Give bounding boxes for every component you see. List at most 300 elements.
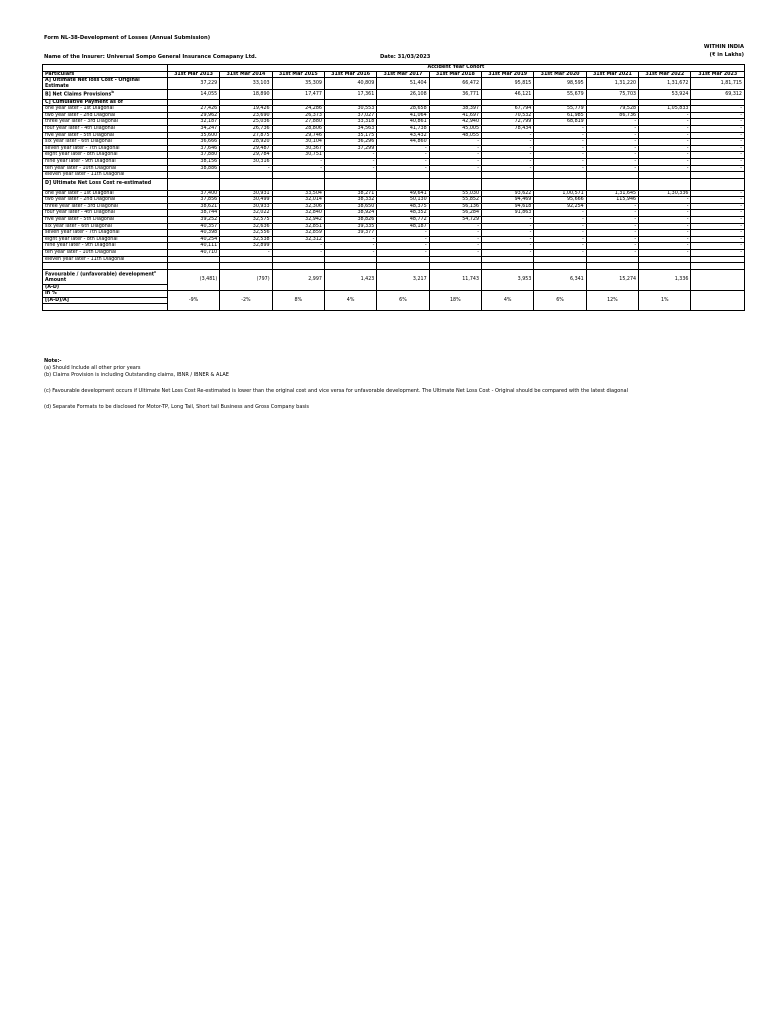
ratio-label: [(A-D)/A] xyxy=(43,297,168,304)
cumulative-payment-value: 23,690 xyxy=(220,112,272,119)
reestimated-value: 30,499 xyxy=(220,197,272,204)
ultimate-original-value: 98,595 xyxy=(534,78,586,90)
blank-cell xyxy=(586,263,638,270)
blank-cell xyxy=(324,178,376,190)
blank-cell xyxy=(377,99,429,106)
year-header: 31st Mar 2023 xyxy=(691,71,745,78)
net-claims-provisions-value: 14,055 xyxy=(167,90,219,99)
diagonal-label: two year later - 2nd Diagonal xyxy=(43,112,168,119)
ultimate-original-value: 35,309 xyxy=(272,78,324,90)
cohort-title: Accident Year Cohort xyxy=(167,65,744,72)
reestimated-value: 32,636 xyxy=(220,223,272,230)
reestimated-value: - xyxy=(429,236,481,243)
reestimated-value: - xyxy=(324,250,376,257)
cumulative-payment-value: - xyxy=(534,139,586,146)
reestimated-value: - xyxy=(482,250,534,257)
cumulative-payment-value: - xyxy=(586,158,638,165)
cumulative-payment-value: - xyxy=(586,119,638,126)
reestimated-value: 38,271 xyxy=(324,190,376,197)
reestimated-value: 32,306 xyxy=(272,203,324,210)
reestimated-value: - xyxy=(639,243,691,250)
diagonal-label: eight year later - 8th Diagonal xyxy=(43,236,168,243)
cumulative-payment-value xyxy=(377,172,429,179)
diagonal-label: five year later - 5th Diagonal xyxy=(43,217,168,224)
cumulative-payment-value: - xyxy=(534,132,586,139)
ultimate-original-value: 1,31,220 xyxy=(586,78,638,90)
reestimated-value: - xyxy=(691,243,745,250)
reestimated-value: - xyxy=(429,250,481,257)
diagonal-label: three year later - 3rd Diagonal xyxy=(43,203,168,210)
pct-value: 18% xyxy=(429,291,481,311)
reestimated-value: - xyxy=(429,230,481,237)
note-d: (d) Separate Formats to be disclosed for Motor-TP, Long Tail, Short tail Business and Gross Company basis xyxy=(44,404,310,410)
cumulative-payment-value: 41,064 xyxy=(377,112,429,119)
cumulative-payment-value: 30,104 xyxy=(272,139,324,146)
cumulative-payment-value: - xyxy=(272,158,324,165)
pct-value: 4% xyxy=(324,291,376,311)
net-claims-provisions-value: 17,361 xyxy=(324,90,376,99)
blank-cell xyxy=(377,263,429,270)
year-header: 31st Mar 2019 xyxy=(482,71,534,78)
ultimate-original-value: 37,229 xyxy=(167,78,219,90)
blank-cell xyxy=(429,263,481,270)
cumulative-payment-value: - xyxy=(482,132,534,139)
reestimated-value: 40,710 xyxy=(167,250,219,257)
cumulative-payment-value: 36,296 xyxy=(324,139,376,146)
year-header: 31st Mar 2021 xyxy=(586,71,638,78)
diagonal-label: eleven year later - 11th Diagonal xyxy=(43,256,168,263)
cumulative-payment-value: - xyxy=(324,165,376,172)
reestimated-value: - xyxy=(586,250,638,257)
blank-cell xyxy=(482,99,534,106)
blank-cell xyxy=(43,304,168,311)
reestimated-value xyxy=(272,256,324,263)
reestimated-value: - xyxy=(691,223,745,230)
blank-cell xyxy=(429,178,481,190)
reestimated-value: 32,851 xyxy=(272,223,324,230)
cumulative-payment-value: - xyxy=(482,152,534,159)
pct-value: 12% xyxy=(586,291,638,311)
cumulative-payment-header-row xyxy=(43,99,745,106)
net-claims-provisions-value: 36,771 xyxy=(429,90,481,99)
reestimated-value: 94,469 xyxy=(482,197,534,204)
cumulative-payment-value: 41,697 xyxy=(429,112,481,119)
reestimated-header-row xyxy=(43,178,745,190)
cumulative-payment-value: 79,528 xyxy=(586,106,638,113)
cumulative-payment-value: - xyxy=(691,132,745,139)
net-claims-provisions-value: 17,477 xyxy=(272,90,324,99)
reestimated-value: - xyxy=(691,250,745,257)
ultimate-original-value: 95,815 xyxy=(482,78,534,90)
cumulative-payment-row xyxy=(43,119,745,126)
reestimated-row xyxy=(43,243,745,250)
cumulative-payment-value xyxy=(272,172,324,179)
blank-cell xyxy=(586,99,638,106)
cumulative-payment-value: - xyxy=(639,152,691,159)
favourable-development-value: 15,274 xyxy=(586,269,638,290)
ultimate-original-value: 66,472 xyxy=(429,78,481,90)
cumulative-payment-value: 27,875 xyxy=(220,132,272,139)
reestimated-value: - xyxy=(691,210,745,217)
reestimated-value: - xyxy=(482,230,534,237)
cumulative-payment-value: - xyxy=(639,132,691,139)
reestimated-value: - xyxy=(272,243,324,250)
cumulative-payment-value: 35,175 xyxy=(324,132,376,139)
cohort-title-row xyxy=(43,65,745,72)
cumulative-payment-value xyxy=(167,172,219,179)
reestimated-value: - xyxy=(377,243,429,250)
reestimated-value: 38,332 xyxy=(324,197,376,204)
diagonal-label: six year later - 6th Diagonal xyxy=(43,139,168,146)
cumulative-payment-value: 33,318 xyxy=(324,119,376,126)
reestimated-value: - xyxy=(691,217,745,224)
reestimated-value: - xyxy=(272,250,324,257)
year-header: 31st Mar 2014 xyxy=(220,71,272,78)
reestimated-value: 1,30,336 xyxy=(639,190,691,197)
reestimated-row xyxy=(43,210,745,217)
cumulative-payment-value: - xyxy=(429,158,481,165)
reestimated-value: - xyxy=(482,243,534,250)
cumulative-payment-value: 29,784 xyxy=(220,152,272,159)
cumulative-payment-value: 30,316 xyxy=(220,158,272,165)
diagonal-label: four year later - 4th Diagonal xyxy=(43,125,168,132)
cumulative-payment-row xyxy=(43,172,745,179)
reestimated-value: - xyxy=(586,203,638,210)
cumulative-payment-value: 38,156 xyxy=(167,158,219,165)
cumulative-payment-value: 26,373 xyxy=(272,112,324,119)
favourable-development-value xyxy=(691,269,745,290)
reestimated-value: 32,859 xyxy=(272,230,324,237)
cumulative-payment-row xyxy=(43,139,745,146)
reestimated-value: - xyxy=(534,250,586,257)
reestimated-row xyxy=(43,250,745,257)
reestimated-value: - xyxy=(429,243,481,250)
cumulative-payment-row xyxy=(43,158,745,165)
blank-cell xyxy=(324,263,376,270)
reestimated-value: 94,618 xyxy=(482,203,534,210)
cumulative-payment-value: 26,736 xyxy=(220,125,272,132)
diagonal-label: eight year later - 8th Diagonal xyxy=(43,152,168,159)
reestimated-value: 48,352 xyxy=(377,210,429,217)
cumulative-payment-value: - xyxy=(691,158,745,165)
reestimated-row xyxy=(43,236,745,243)
blank-cell xyxy=(43,263,168,270)
cumulative-payment-value: - xyxy=(482,145,534,152)
favourable-label-amount: Amount xyxy=(45,278,67,283)
form-title: Form NL-38-Development of Losses (Annual Submission) xyxy=(44,35,211,41)
cumulative-payment-value: 37,646 xyxy=(167,145,219,152)
reestimated-value xyxy=(534,256,586,263)
provisions-label-text: B] Net Claims Provisions xyxy=(45,92,112,98)
reestimated-value: - xyxy=(586,243,638,250)
cumulative-payment-value xyxy=(534,172,586,179)
reestimated-value: - xyxy=(586,223,638,230)
reestimated-row xyxy=(43,197,745,204)
cumulative-payment-value: - xyxy=(377,158,429,165)
reestimated-value xyxy=(167,256,219,263)
reestimated-label: D] Ultimate Net Loss Cost re-estimated xyxy=(43,178,168,190)
reestimated-value: 49,641 xyxy=(377,190,429,197)
blank-cell xyxy=(429,99,481,106)
reestimated-value: 30,931 xyxy=(220,190,272,197)
cumulative-payment-value: - xyxy=(534,152,586,159)
reestimated-value: 55,852 xyxy=(429,197,481,204)
reestimated-value: - xyxy=(586,230,638,237)
notes-title: Note:- xyxy=(44,358,62,364)
reestimated-value: - xyxy=(691,230,745,237)
cumulative-payment-value: 27,426 xyxy=(167,106,219,113)
blank-cell xyxy=(43,65,168,72)
cumulative-payment-value: 29,962 xyxy=(167,112,219,119)
net-claims-provisions-value: 53,924 xyxy=(639,90,691,99)
cumulative-payment-label: C] Cumulative Payment as of xyxy=(43,99,168,106)
reestimated-value: - xyxy=(639,250,691,257)
reestimated-value: 38,924 xyxy=(324,210,376,217)
cumulative-payment-value: - xyxy=(691,106,745,113)
reestimated-value: - xyxy=(639,236,691,243)
year-header: 31st Mar 2015 xyxy=(272,71,324,78)
blank-cell xyxy=(220,178,272,190)
cumulative-payment-value: - xyxy=(691,165,745,172)
ultimate-original-row xyxy=(43,78,745,90)
reestimated-value: 48,772 xyxy=(377,217,429,224)
blank-cell xyxy=(639,178,691,190)
favourable-development-value: 3,217 xyxy=(377,269,429,290)
cumulative-payment-value: 68,819 xyxy=(534,119,586,126)
blank-cell xyxy=(272,178,324,190)
reestimated-row xyxy=(43,223,745,230)
cumulative-payment-value: - xyxy=(534,145,586,152)
cumulative-payment-value: 45,005 xyxy=(429,125,481,132)
reestimated-value xyxy=(220,256,272,263)
cumulative-payment-value: - xyxy=(534,125,586,132)
favourable-development-value: 6,341 xyxy=(534,269,586,290)
reestimated-value: 32,840 xyxy=(272,210,324,217)
reestimated-value: 95,666 xyxy=(534,197,586,204)
region-block xyxy=(704,43,744,59)
favourable-label-text: Favourable / (unfavorable) development xyxy=(45,272,155,278)
cumulative-payment-value: - xyxy=(377,165,429,172)
blank-cell xyxy=(220,99,272,106)
reestimated-value: - xyxy=(220,250,272,257)
reestimated-value: 39,377 xyxy=(324,230,376,237)
cumulative-payment-value xyxy=(220,172,272,179)
blank-cell xyxy=(167,99,219,106)
cumulative-payment-value: 38,397 xyxy=(429,106,481,113)
diagonal-label: ten year later - 10th Diagonal xyxy=(43,250,168,257)
pct-value: 4% xyxy=(482,291,534,311)
favourable-development-value: 1,423 xyxy=(324,269,376,290)
pct-value: -2% xyxy=(220,291,272,311)
reestimated-row xyxy=(43,190,745,197)
ultimate-original-value: 1,31,672 xyxy=(639,78,691,90)
diagonal-label: eleven year later - 11th Diagonal xyxy=(43,172,168,179)
cumulative-payment-value: 61,985 xyxy=(534,112,586,119)
blank-cell xyxy=(534,178,586,190)
cumulative-payment-value: - xyxy=(482,139,534,146)
reestimated-value: 48,187 xyxy=(377,223,429,230)
cumulative-payment-value: - xyxy=(691,152,745,159)
cumulative-payment-value: 30,553 xyxy=(324,106,376,113)
cumulative-payment-row xyxy=(43,106,745,113)
reestimated-value: 56,136 xyxy=(429,203,481,210)
cumulative-payment-value: 27,880 xyxy=(272,119,324,126)
cumulative-payment-value: - xyxy=(639,119,691,126)
cumulative-payment-value: - xyxy=(691,125,745,132)
reestimated-value xyxy=(377,256,429,263)
reestimated-value: - xyxy=(324,236,376,243)
net-claims-provisions-row xyxy=(43,90,745,99)
diagonal-label: five year later - 5th Diagonal xyxy=(43,132,168,139)
cumulative-payment-value: - xyxy=(639,112,691,119)
cumulative-payment-value: 30,367 xyxy=(272,145,324,152)
reestimated-value: 1,31,645 xyxy=(586,190,638,197)
reestimated-value xyxy=(324,256,376,263)
year-header: 31st Mar 2017 xyxy=(377,71,429,78)
cumulative-payment-value: - xyxy=(691,112,745,119)
reestimated-value: 40,254 xyxy=(167,236,219,243)
reestimated-value: 1,00,571 xyxy=(534,190,586,197)
diagonal-label: nine year later - 9th Diagonal xyxy=(43,158,168,165)
cumulative-payment-value: 30,751 xyxy=(272,152,324,159)
cumulative-payment-value: - xyxy=(586,165,638,172)
pct-label: In % xyxy=(43,291,168,298)
cumulative-payment-value: - xyxy=(639,145,691,152)
ultimate-original-value: 40,809 xyxy=(324,78,376,90)
cumulative-payment-value: 37,880 xyxy=(167,152,219,159)
cumulative-payment-row xyxy=(43,132,745,139)
cumulative-payment-row xyxy=(43,152,745,159)
reestimated-value: - xyxy=(534,217,586,224)
cumulative-payment-value: - xyxy=(639,125,691,132)
reestimated-value: - xyxy=(324,243,376,250)
diagonal-label: seven year later - 7th Diagonal xyxy=(43,145,168,152)
reestimated-value: 32,312 xyxy=(272,236,324,243)
year-header: 31st Mar 2020 xyxy=(534,71,586,78)
cumulative-payment-value: 55,779 xyxy=(534,106,586,113)
favourable-development-value: (797) xyxy=(220,269,272,290)
reestimated-row xyxy=(43,230,745,237)
reestimated-value: - xyxy=(534,210,586,217)
cumulative-payment-value: - xyxy=(324,152,376,159)
cumulative-payment-value: - xyxy=(482,158,534,165)
cumulative-payment-value: 38,886 xyxy=(167,165,219,172)
blank-cell xyxy=(324,99,376,106)
reestimated-value: 48,375 xyxy=(377,203,429,210)
blank-cell xyxy=(534,263,586,270)
reestimated-value: 30,933 xyxy=(220,203,272,210)
blank-cell xyxy=(272,263,324,270)
net-claims-provisions-value: 18,890 xyxy=(220,90,272,99)
cumulative-payment-value: 1,05,833 xyxy=(639,106,691,113)
diagonal-label: six year later - 6th Diagonal xyxy=(43,223,168,230)
cumulative-payment-row xyxy=(43,125,745,132)
note-c: (c) Favourable development occurs if Ultimate Net Loss Cost Re-estimated is lower than the original cost and vice versa for unfavorable development. The Ultimate Net Loss Cost - Original should be compared with the latest diagonal xyxy=(44,388,628,394)
report-date: Date: 31/03/2023 xyxy=(380,54,431,60)
reestimated-value: 32,014 xyxy=(272,197,324,204)
reestimated-value: 32,899 xyxy=(220,243,272,250)
reestimated-value: - xyxy=(639,223,691,230)
reestimated-value: - xyxy=(534,236,586,243)
cumulative-payment-value: 41,738 xyxy=(377,125,429,132)
ad-label: (A-D) xyxy=(43,284,168,291)
reestimated-value: - xyxy=(691,197,745,204)
reestimated-row xyxy=(43,203,745,210)
cumulative-payment-value: 24,286 xyxy=(272,106,324,113)
cumulative-payment-value: 42,940 xyxy=(429,119,481,126)
blank-cell xyxy=(639,263,691,270)
pct-value: 6% xyxy=(377,291,429,311)
blank-cell xyxy=(482,178,534,190)
reestimated-value: 56,284 xyxy=(429,210,481,217)
reestimated-value: 40,111 xyxy=(167,243,219,250)
cumulative-payment-value: 29,487 xyxy=(220,145,272,152)
cumulative-payment-value: 36,666 xyxy=(167,139,219,146)
favourable-development-row xyxy=(43,269,745,284)
cumulative-payment-row xyxy=(43,165,745,172)
blank-cell xyxy=(167,263,219,270)
cumulative-payment-value: 44,860 xyxy=(377,139,429,146)
cumulative-payment-value: 34,563 xyxy=(324,125,376,132)
cumulative-payment-value: 19,426 xyxy=(220,106,272,113)
reestimated-value: 92,254 xyxy=(534,203,586,210)
cumulative-payment-value: - xyxy=(586,139,638,146)
reestimated-row xyxy=(43,256,745,263)
ultimate-original-value: 51,404 xyxy=(377,78,429,90)
reestimated-value: 39,335 xyxy=(324,223,376,230)
reestimated-value: - xyxy=(482,236,534,243)
cumulative-payment-value: 28,658 xyxy=(377,106,429,113)
cumulative-payment-value: 37,299 xyxy=(324,145,376,152)
reestimated-value xyxy=(482,256,534,263)
reestimated-value xyxy=(429,256,481,263)
pct-value: -9% xyxy=(167,291,219,311)
ultimate-original-value: 33,103 xyxy=(220,78,272,90)
reestimated-value: 32,556 xyxy=(220,230,272,237)
ultimate-original-label: A] Ultimate Net loss Cost - Original Estimate xyxy=(43,78,168,90)
reestimated-value: 50,130 xyxy=(377,197,429,204)
reestimated-value: 32,575 xyxy=(220,217,272,224)
cumulative-payment-value: 35,600 xyxy=(167,132,219,139)
spacer-row xyxy=(43,263,745,270)
cumulative-payment-value xyxy=(429,172,481,179)
favourable-development-value: 11,743 xyxy=(429,269,481,290)
particulars-header: Particulars xyxy=(43,71,168,78)
reestimated-value: - xyxy=(639,210,691,217)
net-claims-provisions-label xyxy=(43,90,168,99)
reestimated-value: 38,621 xyxy=(167,203,219,210)
cumulative-payment-row xyxy=(43,112,745,119)
cumulative-payment-value: 40,861 xyxy=(377,119,429,126)
cumulative-payment-value: - xyxy=(534,158,586,165)
reestimated-value: - xyxy=(639,230,691,237)
cumulative-payment-value: - xyxy=(639,158,691,165)
note-a: (a) Should Include all other prior years xyxy=(44,365,141,371)
blank-cell xyxy=(220,263,272,270)
reestimated-value: - xyxy=(639,203,691,210)
cumulative-payment-value: - xyxy=(691,119,745,126)
diagonal-label: nine year later - 9th Diagonal xyxy=(43,243,168,250)
blank-cell xyxy=(691,99,745,106)
cumulative-payment-value xyxy=(586,172,638,179)
diagonal-label: two year later - 2nd Diagonal xyxy=(43,197,168,204)
reestimated-value: 33,504 xyxy=(272,190,324,197)
reestimated-value: 115,946 xyxy=(586,197,638,204)
reestimated-value: - xyxy=(586,236,638,243)
blank-cell xyxy=(272,99,324,106)
reestimated-value xyxy=(691,256,745,263)
reestimated-value: - xyxy=(586,217,638,224)
